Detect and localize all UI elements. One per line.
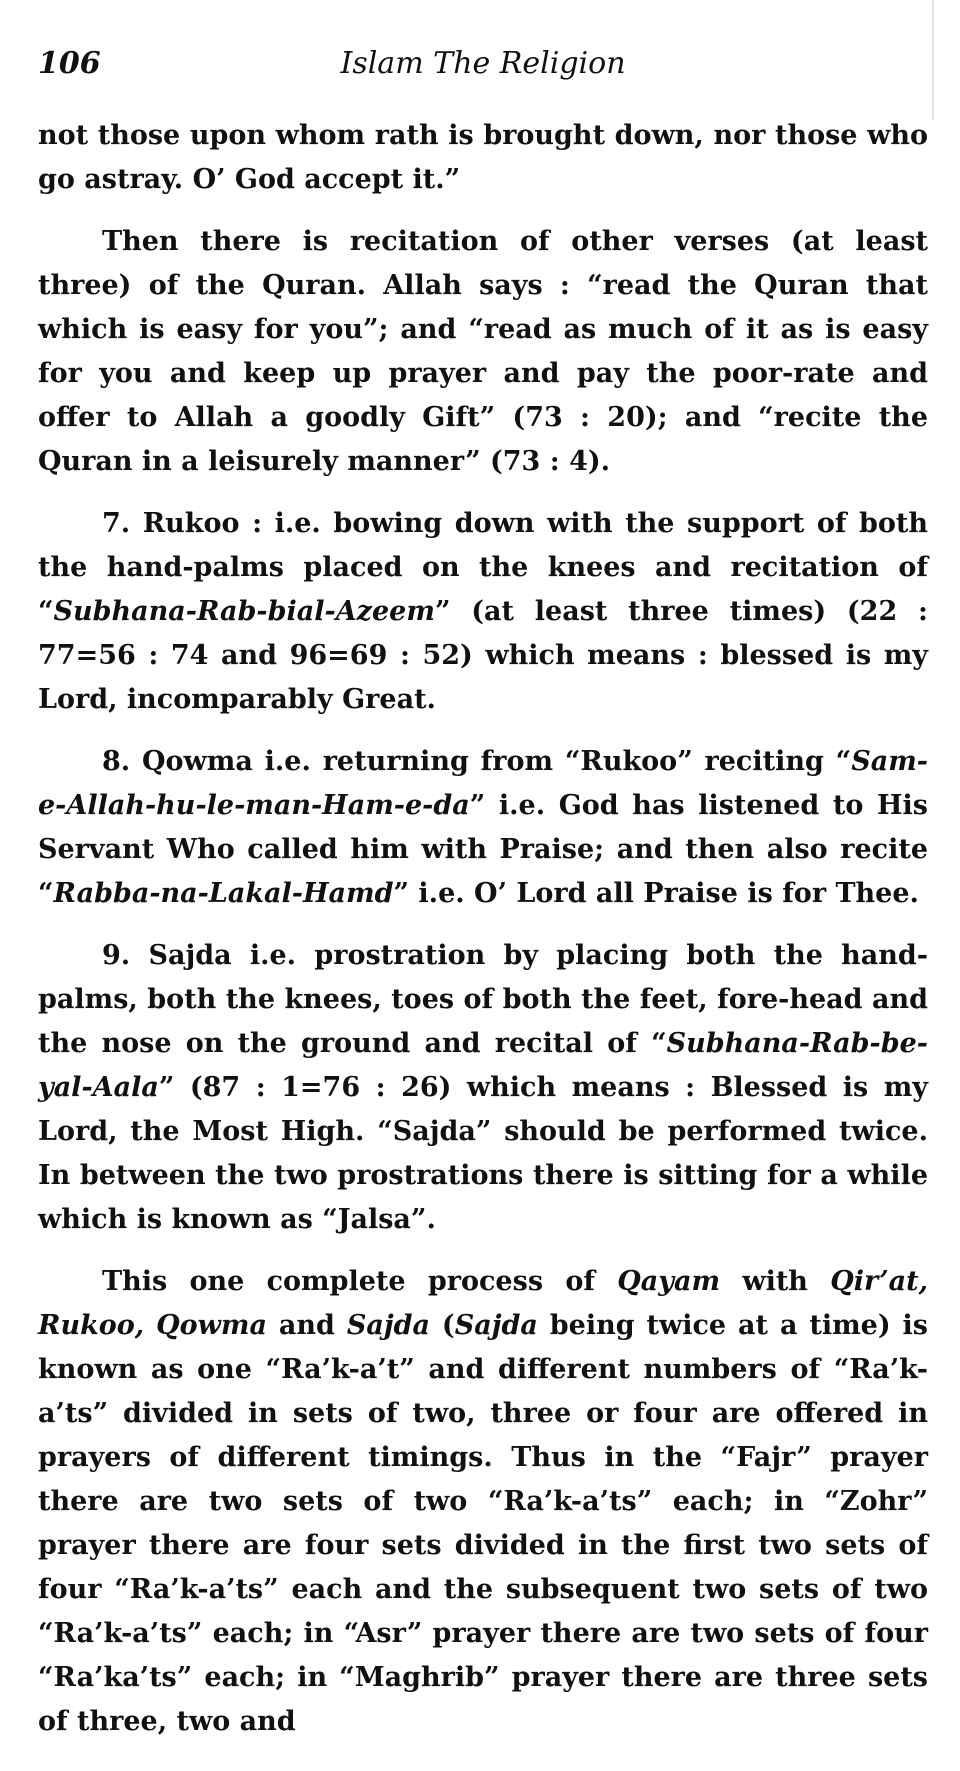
term-sajda: Sajda — [148, 940, 232, 971]
paragraph-recitation: Then there is recitation of other verses (at least three) of the Quran. Allah says : “read the Quran that which is easy for you”; and “read as much of it as is easy for you and keep up prayer and pay the poor-rate and offer to Allah a goodly Gift” (73 : 20); and “recite the Quran in a leisurely manner” (73 : 4). — [38, 226, 928, 477]
item-number: 9. — [102, 940, 131, 971]
paragraph-sajda: 9. Sajda i.e. prostration by placing both the hand-palms, both the knees, toes of both the feet, fore-head and the nose on the ground and recital of “Subhana-Rab-be-yal-Aala” (87 : 1=76 : 26) which means : Blessed is my Lord, the Most High. “Sajda” should be performed twice. In between the two prostrations there is sitting for a while which is known as “Jalsa”. — [38, 940, 929, 1235]
page-edge-shadow — [932, 0, 934, 120]
paragraph-rukoo: 7. Rukoo : i.e. bowing down with the support of both the hand-palms placed on the knees and recitation of “Subhana-Rab-bial-Azeem” (at least three times) (22 : 77=56 : 74 and 96=69 : 52) which means : blessed is my Lord, incomparably Great. — [38, 508, 929, 715]
term-rukoo: Rukoo — [142, 508, 240, 539]
paragraph-rakat: This one complete process of Qayam with Qir’at, Rukoo, Qowma and Sajda (Sajda being twice at a time) is known as one “Ra’k-a’t” and different numbers of “Ra’k-a’ts” divided in sets of two, three or four are offered in prayers of different timings. Thus in the “Fajr” prayer there are two sets of two “Ra’k-a’ts” each; in “Zohr” prayer there are four sets divided in the first two sets of four “Ra’k-a’ts” each and the subsequent two sets of two “Ra’k-a’ts” each; in “Asr” prayer there are two sets of four “Ra’ka’ts” each; in “Maghrib” prayer there are three sets of three, two and — [38, 1266, 929, 1737]
book-page — [38, 40, 928, 1762]
running-header — [38, 40, 928, 92]
page-number: 106 — [38, 46, 101, 81]
book-title: Islam The Religion — [340, 46, 626, 81]
italic-phrase: Sajda — [346, 1310, 430, 1341]
paragraph-continuation: not those upon whom rath is brought down, nor those who go astray. O’ God accept it.” — [38, 120, 928, 195]
page-body — [38, 114, 928, 1744]
term-qowma: Qowma — [142, 746, 253, 777]
italic-phrase: Subhana-Rab-bial-Azeem — [53, 596, 435, 627]
item-number: 7. — [102, 508, 131, 539]
italic-phrase: Rabba-na-Lakal-Hamd — [53, 878, 394, 909]
item-number: 8. — [102, 746, 131, 777]
italic-phrase: Sajda — [454, 1310, 538, 1341]
italic-phrase: Subhana-Rab-be-yal-Aala — [38, 1028, 928, 1103]
italic-phrase: Qir’at, Rukoo, Qowma — [38, 1266, 929, 1341]
italic-phrase: Qayam — [617, 1266, 721, 1297]
paragraph-qowma: 8. Qowma i.e. returning from “Rukoo” reciting “Sam-e-Allah-hu-le-man-Ham-e-da” i.e. God has listened to His Servant Who called him with Praise; and then also recite “Rabba-na-Lakal-Hamd” i.e. O’ Lord all Praise is for Thee. — [38, 746, 928, 909]
italic-phrase: Sam-e-Allah-hu-le-man-Ham-e-da — [38, 746, 928, 821]
